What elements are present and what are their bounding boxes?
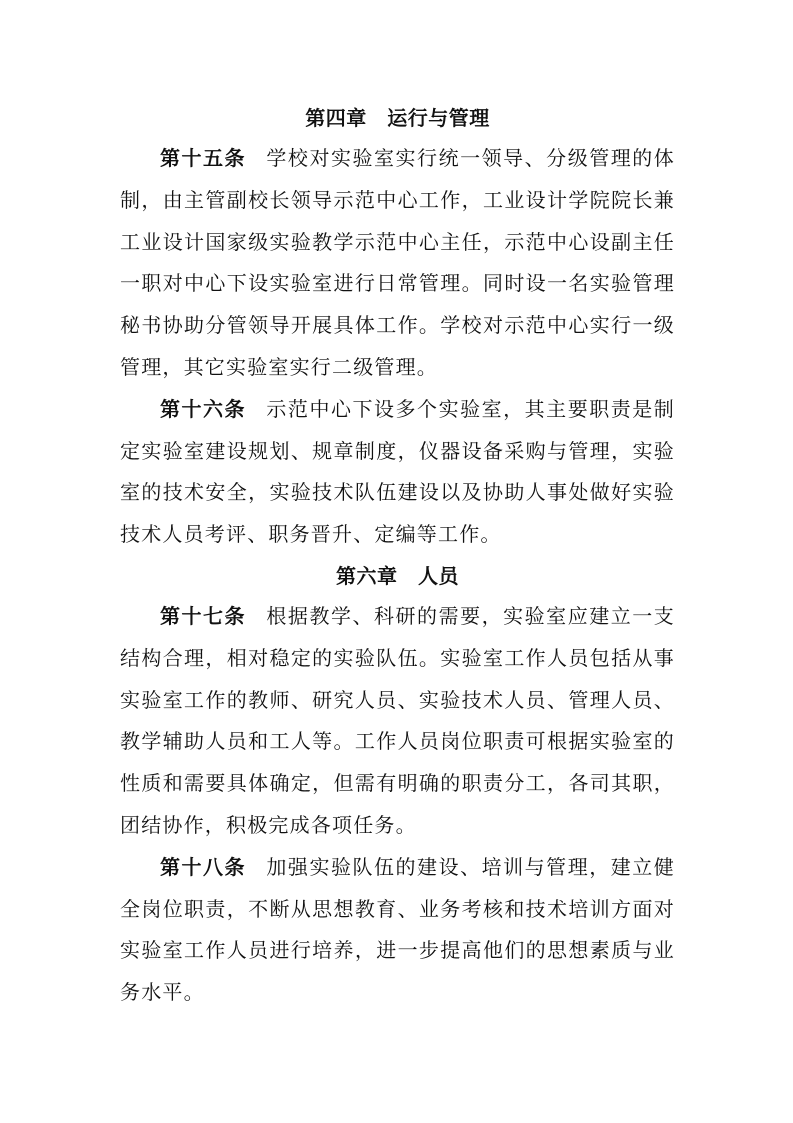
article-number: 第十七条 [160, 603, 247, 628]
article-16 [120, 389, 675, 556]
article-text: 加强实验队伍的建设、培训与管理，建立健全岗位职责，不断从思想教育、业务考核和技术培训方面对实验室工作人员进行培养，进一步提高他们的思想素质与业务水平。 [120, 854, 675, 1005]
article-number: 第十六条 [160, 396, 247, 421]
document-body [120, 98, 675, 1014]
article-18 [120, 847, 675, 1014]
article-15 [120, 138, 675, 389]
chapter-heading-4: 第四章 运行与管理 [305, 106, 490, 130]
article-17 [120, 596, 675, 847]
article-text: 学校对实验室实行统一领导、分级管理的体制，由主管副校长领导示范中心工作，工业设计学院院长兼工业设计国家级实验教学示范中心主任，示范中心设副主任一职对中心下设实验室进行日常管理。同时设一名实验管理秘书协助分管领导开展具体工作。学校对示范中心实行一级管理，其它实验室实行二级管理。 [120, 146, 675, 379]
chapter-heading-6: 第六章 人员 [336, 563, 459, 588]
article-number: 第十八条 [160, 854, 247, 879]
article-text: 示范中心下设多个实验室，其主要职责是制定实验室建设规划、规章制度，仪器设备采购与管理，实验室的技术安全，实验技术队伍建设以及协助人事处做好实验技术人员考评、职务晋升、定编等工作。 [120, 396, 675, 547]
article-text: 根据教学、科研的需要，实验室应建立一支结构合理，相对稳定的实验队伍。实验室工作人员包括从事实验室工作的教师、研究人员、实验技术人员、管理人员、教学辅助人员和工人等。工作人员岗位职责可根据实验室的性质和需要具体确定，但需有明确的职责分工，各司其职，团结协作，积极完成各项任务。 [120, 603, 675, 837]
article-number: 第十五条 [160, 146, 247, 170]
